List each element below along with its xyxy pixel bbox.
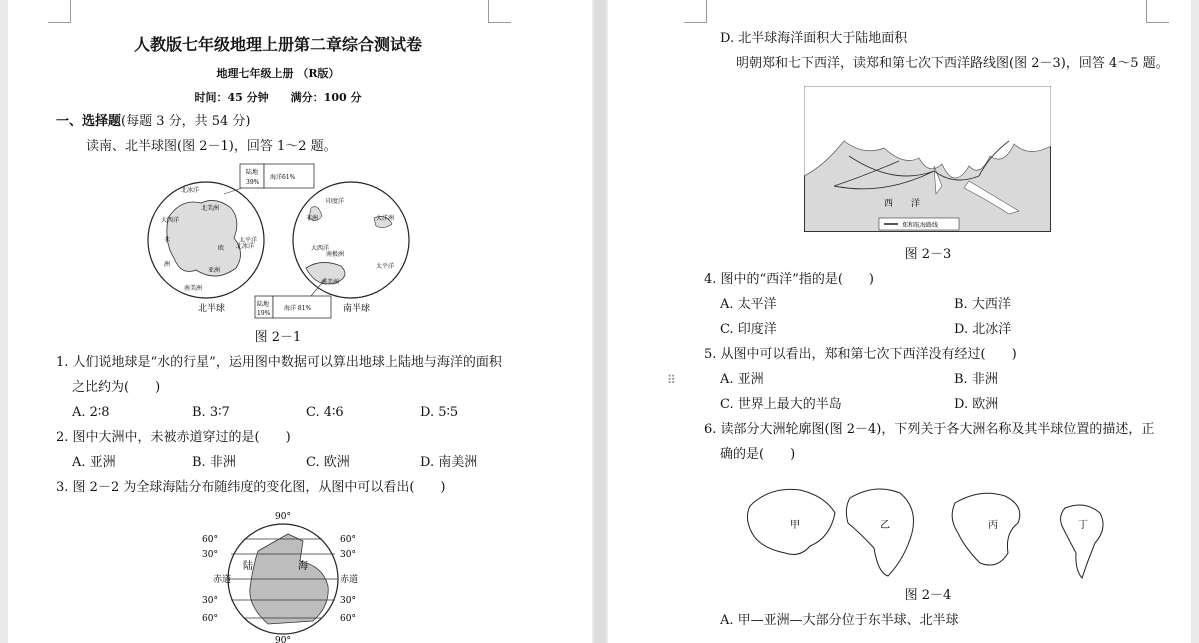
land-label: 陆 [243, 561, 253, 572]
south-map-label: 大西洋 [311, 245, 330, 252]
q2-option-c[interactable]: C. 欧洲 [306, 455, 350, 470]
continent-label: 乙 [880, 520, 890, 531]
document-page-2[interactable] [608, 0, 1191, 643]
figure-2-2 [188, 506, 378, 643]
q4-option-c[interactable]: C. 印度洋 [720, 322, 777, 337]
south-map-label: 南美洲 [321, 279, 340, 286]
q1-stem-line2: 之比约为( ) [72, 380, 161, 395]
south-map-label: 大洋洲 [376, 215, 395, 222]
latitude-tick-left: 30° [202, 550, 218, 560]
continent-yi [846, 489, 913, 576]
north-map-label: 亚洲 [208, 267, 221, 274]
margin-mark-top-right [1146, 0, 1169, 23]
south-map-label: 印度洋 [326, 198, 345, 205]
document-page-1[interactable] [8, 0, 592, 643]
q4-option-b[interactable]: B. 大西洋 [954, 297, 1011, 312]
north-map-label: 非 [164, 237, 171, 244]
q5-option-b[interactable]: B. 非洲 [954, 372, 998, 387]
south-hemisphere-label: 南半球 [343, 304, 371, 314]
latitude-tick-left: 60° [202, 614, 218, 624]
south-ocean-label: 海洋 81% [284, 305, 312, 312]
south-map-label: 非洲 [306, 215, 319, 222]
margin-mark-top-right [488, 0, 511, 23]
margin-mark-top-left [684, 0, 707, 23]
section-note: (每题 3 分，共 54 分) [121, 114, 251, 129]
latitude-tick-right: 30° [340, 596, 356, 606]
continent-label: 甲 [790, 520, 800, 531]
north-hemisphere-label: 北半球 [198, 304, 226, 314]
north-ocean-label: 海洋61% [270, 174, 296, 181]
margin-mark-top-left [48, 0, 71, 23]
q1-option-c[interactable]: C. 4∶6 [306, 405, 344, 420]
q5-option-c[interactable]: C. 世界上最大的半岛 [720, 397, 842, 412]
figure-2-4-caption: 图 2－4 [904, 588, 952, 603]
latitude-tick-right: 赤道 [340, 575, 359, 585]
q2-option-a[interactable]: A. 亚洲 [72, 455, 116, 470]
latitude-90-bottom: 90° [275, 636, 291, 643]
latitude-90-top: 90° [275, 512, 291, 522]
south-map-label: 南极洲 [326, 251, 345, 258]
intro-q4-5: 明朝郑和七下西洋，读郑和第七次下西洋路线图(图 2－3)，回答 4～5 题。 [736, 56, 1169, 71]
south-land-label: 陆地 [257, 301, 270, 308]
north-map-label: 北冰洋 [236, 243, 255, 250]
q6-stem-line1: 6. 读部分大洲轮廓图(图 2－4)，下列关于各大洲名称及其半球位置的描述，正 [704, 422, 1155, 437]
north-land-percent: 39% [246, 179, 260, 186]
latitude-tick-left: 30° [202, 596, 218, 606]
q1-option-b[interactable]: B. 3∶7 [192, 405, 230, 420]
page-title: 人教版七年级地理上册第二章综合测试卷 [133, 35, 422, 54]
latitude-tick-left: 60° [202, 535, 218, 545]
north-land-label: 陆地 [246, 169, 259, 176]
figure-2-1 [146, 158, 416, 320]
q2-option-b[interactable]: B. 非洲 [192, 455, 236, 470]
south-hemisphere-circle [293, 182, 409, 298]
q4-option-d[interactable]: D. 北冰洋 [954, 322, 1012, 337]
q3-option-d[interactable]: D. 北半球海洋面积大于陆地面积 [720, 31, 908, 46]
north-map-label: 洲 [164, 261, 171, 268]
q2-option-d[interactable]: D. 南美洲 [420, 455, 478, 470]
map-legend-label: 郑和航海路线 [902, 222, 939, 229]
latitude-tick-right: 60° [340, 535, 356, 545]
q1-option-d[interactable]: D. 5∶5 [420, 405, 459, 420]
continent-label: 丁 [1078, 520, 1088, 531]
q5-stem: 5. 从图中可以看出，郑和第七次下西洋没有经过( ) [704, 347, 1017, 362]
page-gap [594, 0, 606, 643]
continent-ding [1061, 505, 1104, 578]
q6-stem-line2: 确的是( ) [720, 447, 796, 462]
north-map-label: 欧 [218, 245, 225, 252]
drag-handle-icon[interactable]: ⠿ [667, 373, 676, 387]
north-map-label: 太平洋 [239, 237, 258, 244]
latitude-tick-left: 赤道 [213, 575, 232, 585]
section-heading-line [56, 114, 251, 130]
continent-label: 丙 [988, 520, 998, 531]
page-subtitle: 地理七年级上册 （R版） [216, 67, 340, 80]
south-map-label: 太平洋 [376, 263, 395, 270]
intro-q1-2: 读南、北半球图(图 2－1)，回答 1～2 题。 [86, 139, 337, 154]
continent-bing [952, 493, 1020, 565]
q4-stem: 4. 图中的“西洋”指的是( ) [704, 272, 874, 287]
north-map-label: 南美洲 [184, 285, 203, 292]
q1-option-a[interactable]: A. 2∶8 [72, 405, 110, 420]
section-heading: 一、选择题 [56, 114, 122, 129]
q5-option-d[interactable]: D. 欧洲 [954, 397, 999, 412]
q3-stem: 3. 图 2－2 为全球海陆分布随纬度的变化图，从图中可以看出( ) [56, 480, 446, 495]
figure-2-3 [804, 86, 1051, 232]
q5-option-a[interactable]: A. 亚洲 [720, 372, 764, 387]
sea-label: 海 [298, 561, 308, 572]
south-land-percent: 19% [257, 310, 271, 317]
north-map-label: 北美洲 [201, 205, 220, 212]
latitude-tick-right: 30° [340, 550, 356, 560]
q6-option-a[interactable]: A. 甲—亚洲—大部分位于东半球、北半球 [720, 613, 959, 628]
figure-2-1-caption: 图 2－1 [254, 330, 302, 345]
figure-2-3-caption: 图 2－3 [904, 247, 952, 262]
time-score: 时间：45 分钟 满分：100 分 [194, 91, 362, 104]
north-map-label: 大西洋 [161, 217, 180, 224]
latitude-tick-right: 60° [340, 614, 356, 624]
q4-option-a[interactable]: A. 太平洋 [720, 297, 777, 312]
north-map-label: 北冰洋 [181, 187, 200, 194]
q1-stem-line1: 1. 人们说地球是“水的行星”，运用图中数据可以算出地球上陆地与海洋的面积 [56, 355, 502, 370]
q2-stem: 2. 图中大洲中，未被赤道穿过的是( ) [56, 430, 291, 445]
map-sea-label: 西 洋 [884, 199, 921, 209]
figure-2-4 [740, 478, 1152, 582]
